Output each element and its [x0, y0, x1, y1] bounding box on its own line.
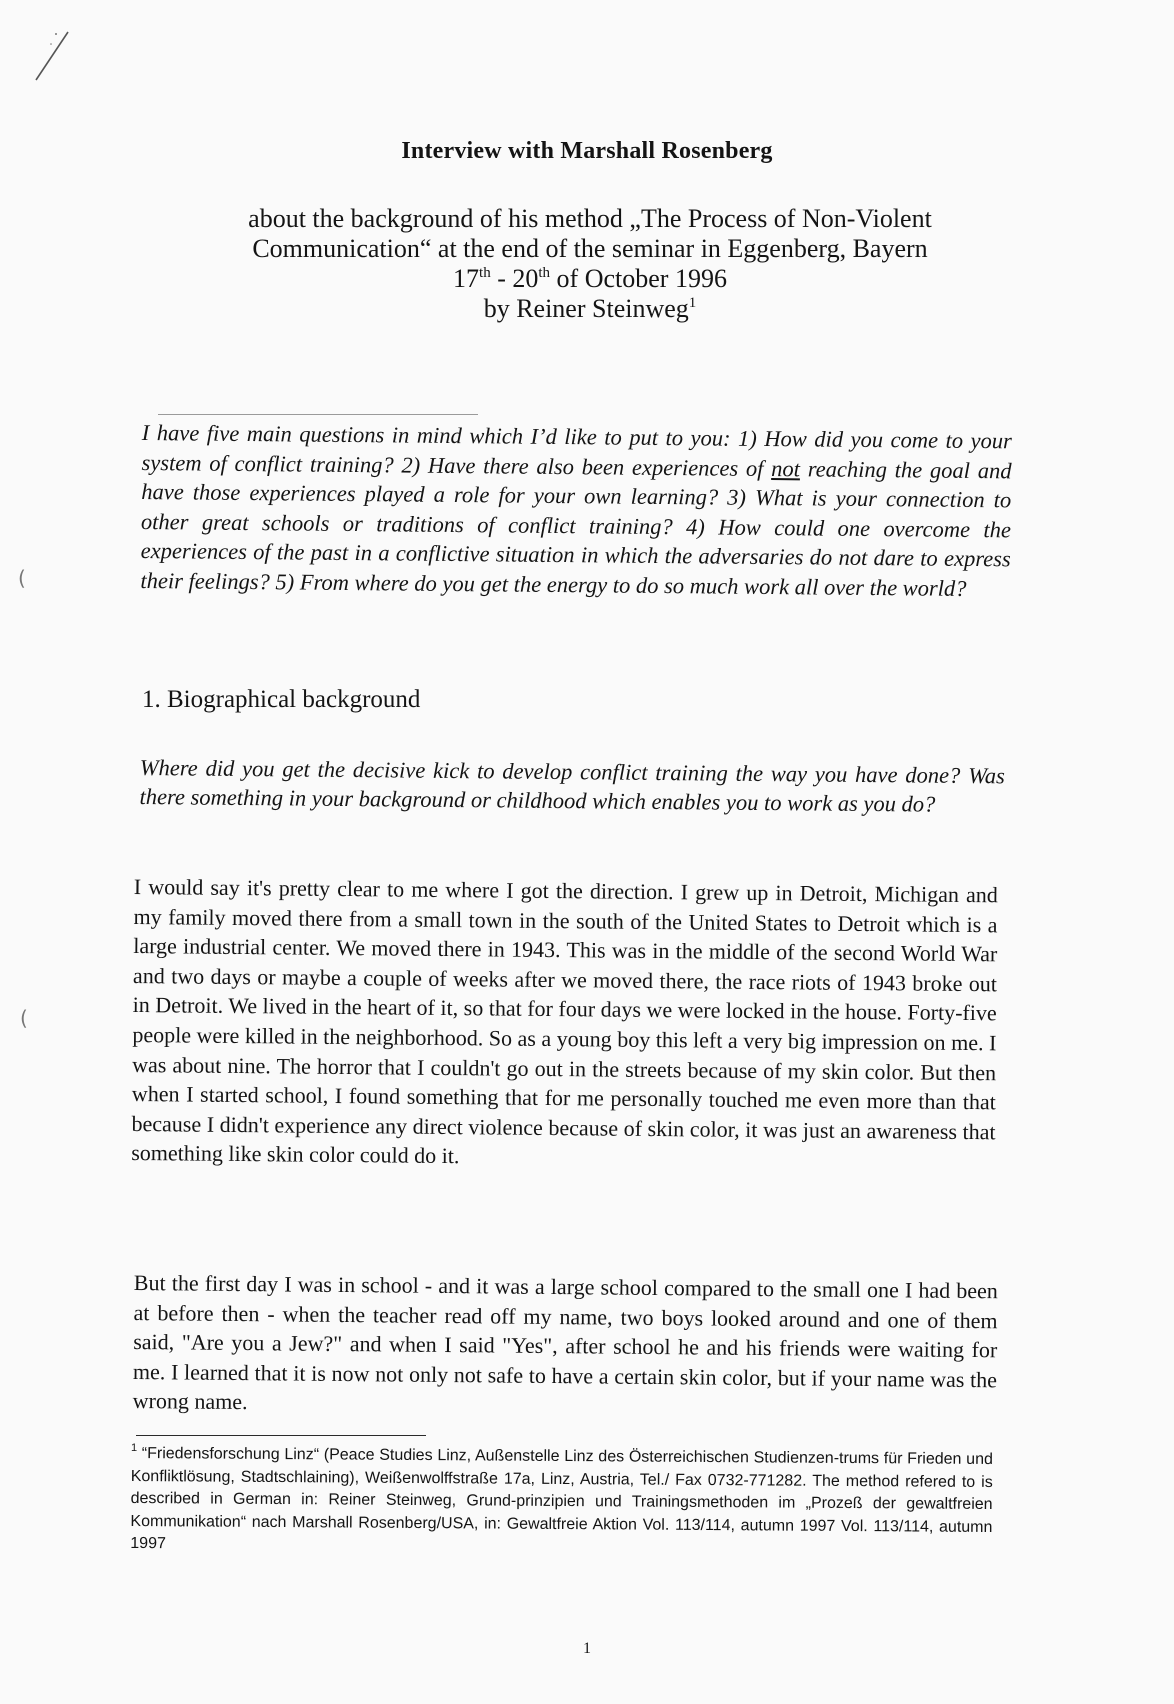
subtitle-line: Communication“ at the end of the seminar in Eggenberg, Bayern — [252, 234, 928, 263]
date-start-day: 17 — [453, 264, 480, 293]
document-title: Interview with Marshall Rosenberg — [401, 138, 773, 164]
subtitle-date — [140, 264, 1040, 294]
footnote-marker: 1 — [130, 1442, 138, 1455]
questions-underlined-word: not — [771, 455, 801, 481]
margin-bracket-mark: ( — [18, 566, 26, 590]
byline — [140, 294, 1040, 324]
date-end-day: 20 — [512, 264, 539, 293]
date-rest: of October 1996 — [550, 264, 727, 293]
questions-text-part1: I have five main questions in mind which I’d like to put to you: 1) How did you come to your system of conflict training? 2) Have there also been experiences of — [141, 419, 1012, 481]
margin-bracket-mark: ( — [20, 1006, 28, 1030]
faint-rule — [158, 414, 478, 415]
subtitle-line: about the background of his method „The Process of Non-Violent — [248, 204, 932, 233]
answer-paragraph: I would say it's pretty clear to me where I got the direction. I grew up in Detroit, Michigan and my family moved there from a small town in the south of the United States to Detroit which is a large industrial center. We moved there in 1943. This was in the middle of the second World War and two days or maybe a couple of weeks after we moved there, the race riots of 1943 broke out in Detroit. We lived in the heart of it, so that for four days we were locked in the house. Forty-five people were killed in the neighborhood. So as a young boy this left a very big impression on me. I was about nine. The horror that I couldn't go out in the streets because of my skin color. But then when I started school, I found something that for me personally touched me even more than that because I didn't experience any direct violence because of skin color, it was just an awareness that something like skin color could do it. — [131, 873, 998, 1169]
document-subtitle — [140, 204, 1040, 324]
answer-paragraph: But the first day I was in school - and it was a large school compared to the small one I had been at before then - when the teacher read off my name, two boys looked around and one of them said, "Are you a Jew?" and when I said "Yes", after school he and his friends were waiting for me. I learned that it is now not only not safe to have a certain skin color, but if your name was the wrong name. — [132, 1269, 998, 1415]
byline-author: by Reiner Steinweg — [483, 294, 689, 323]
footnote-rule — [136, 1435, 426, 1436]
footnote — [130, 1443, 993, 1562]
questions-text-part2: reaching the goal and have those experiences played a role for your own learning? 3) What is your connection to other great schools or traditions of conflict training? 4) How could one overcome the experiences of the past in a conflictive situation in which the adversaries do not dare to express their feelings? 5) From where do you get the energy to do so much work all over the world? — [140, 455, 1012, 601]
byline-footnote-marker: 1 — [688, 295, 697, 311]
page-number: 1 — [583, 1640, 591, 1657]
date-end-ordinal: th — [538, 265, 551, 281]
date-start-ordinal: th — [479, 265, 491, 281]
pen-stroke-mark — [32, 28, 72, 84]
interviewer-question: Where did you get the decisive kick to develop conflict training the way you have done? Was there something in your background or childhood which enables you to work as you do? — [139, 754, 1005, 817]
interview-questions — [140, 418, 1012, 603]
section-heading: 1. Biographical background — [142, 686, 421, 713]
footnote-text: “Friedensforschung Linz“ (Peace Studies Linz, Außenstelle Linz des Österreichischen Studienzen-trums für Frieden und Konfliktlösung, Stadtschlaining), Weißenwolffstraße 17a, Linz, Austria, Tel./ Fax 0732-771282. The method refered to is described in German in: Reiner Steinweg, Grund-prinzipien und Trainingsmethoden im „Prozeß der gewaltfreien Kommunikation“ nach Marshall Rosenberg/USA, in: Gewaltfreie Aktion Vol. 113/114, autumn 1997 Vol. 113/114, autumn 1997 — [130, 1445, 993, 1553]
date-separator: - — [490, 264, 513, 293]
